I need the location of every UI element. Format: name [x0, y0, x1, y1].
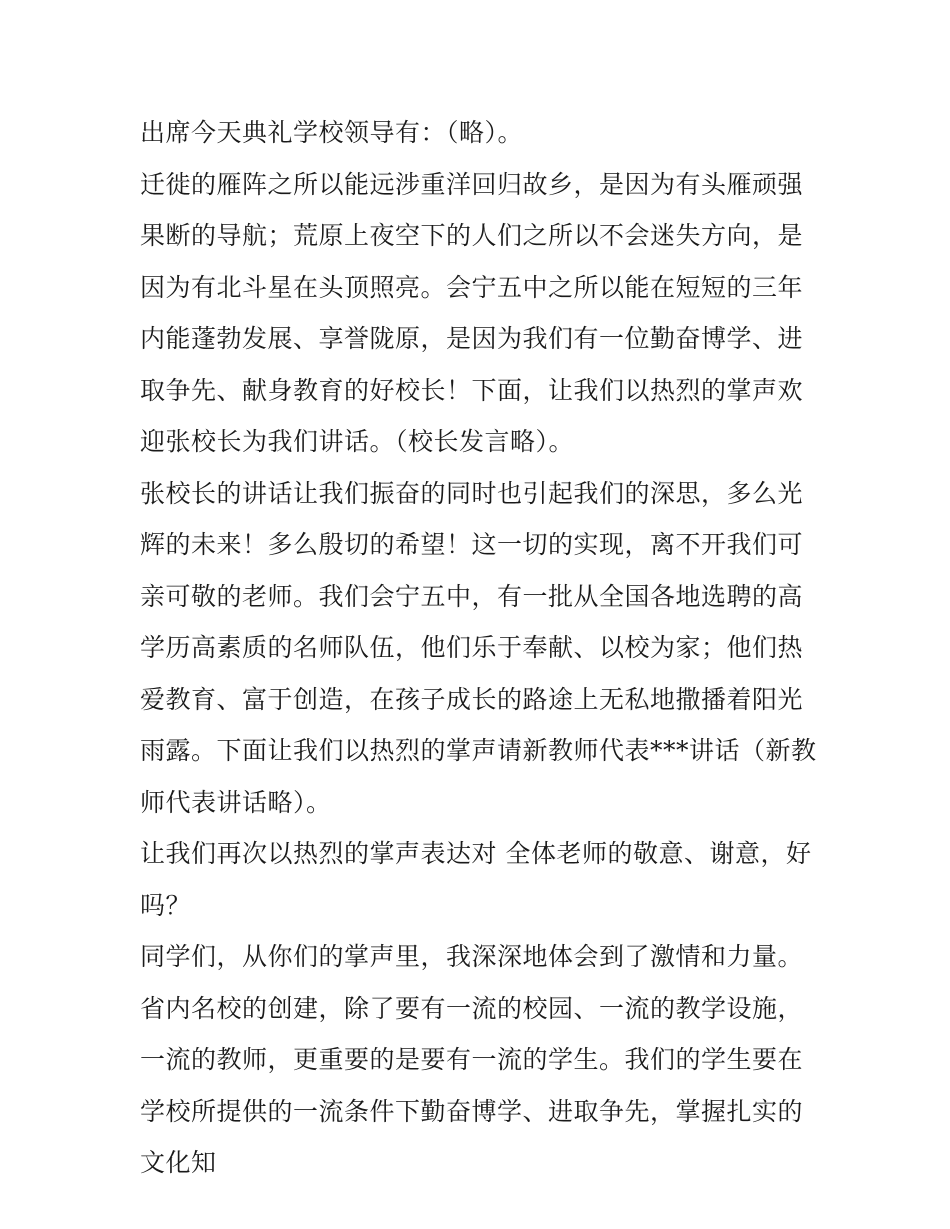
- paragraph-principal-intro: 迁徙的雁阵之所以能远涉重洋回归故乡，是因为有头雁顽强果断的导航；荒原上夜空下的人们之所以不会迷失方向，是因为有北斗星在头顶照亮。会宁五中之所以能在短短的三年内能蓬勃发展、享誉陇原，是因为我们有一位勤奋博学、进取争先、献身教育的好校长！下面，让我们以热烈的掌声欢迎张校长为我们讲话。（校长发言略）。: [140, 169, 804, 456]
- paragraph-applause-teachers: 让我们再次以热烈的掌声表达对 全体老师的敬意、谢意，好吗？: [140, 839, 812, 920]
- document-body: [140, 107, 820, 1189]
- paragraph-attending-leaders: 出席今天典礼学校领导有：（略）。: [140, 118, 524, 147]
- paragraph-teacher-rep: 张校长的讲话让我们振奋的同时也引起我们的深思，多么光辉的未来！多么殷切的希望！这一切的实现，离不开我们可亲可敬的老师。我们会宁五中，有一批从全国各地选聘的高学历高素质的名师队伍，他们乐于奉献、以校为家；他们热爱教育、富于创造，在孩子成长的路途上无私地撒播着阳光雨露。下面让我们以热烈的掌声请新教师代表***讲话（新教师代表讲话略）。: [140, 478, 817, 817]
- paragraph-students: 同学们，从你们的掌声里，我深深地体会到了激情和力量。省内名校的创建，除了要有一流的校园、一流的教学设施，一流的教师，更重要的是要有一流的学生。我们的学生要在学校所提供的一流条件下勤奋博学、进取争先，掌握扎实的文化知: [140, 942, 804, 1177]
